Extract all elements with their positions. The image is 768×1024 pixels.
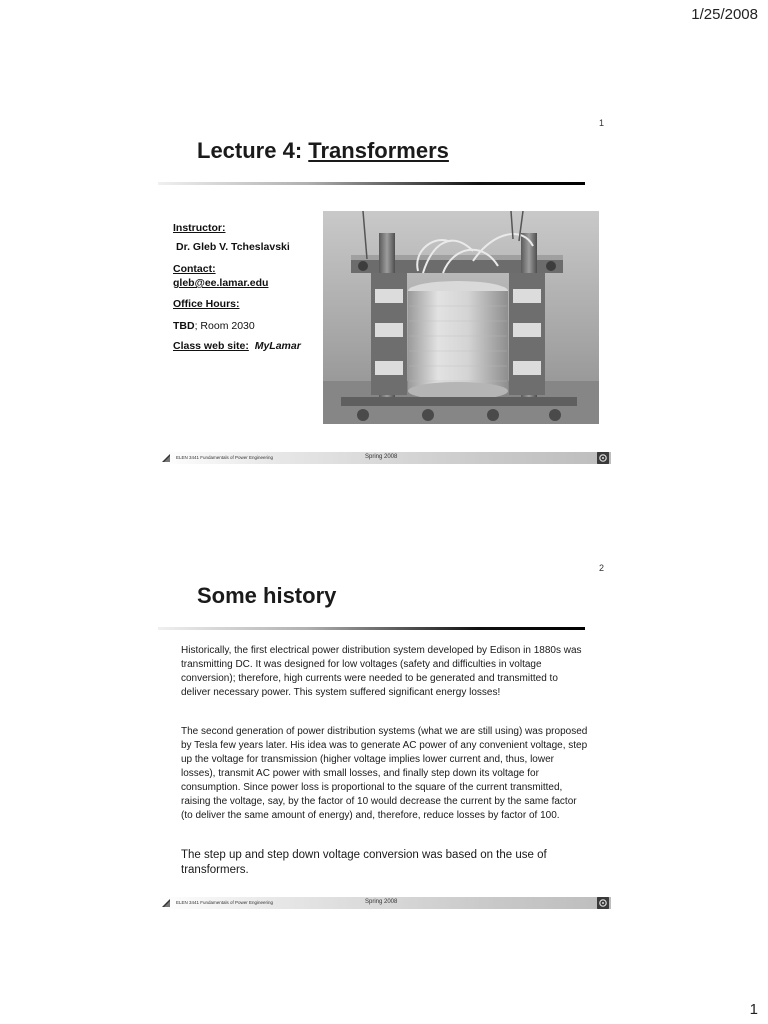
slide-1-title-rule [158, 182, 585, 185]
footer-term: Spring 2008 [365, 454, 398, 460]
university-logo-icon [161, 898, 171, 908]
page-date: 1/25/2008 [691, 6, 758, 23]
university-logo-icon [161, 453, 171, 463]
slide-2-title-rule [158, 627, 585, 630]
footer-course: ELEN 3441 Fundamentals of Power Engineering [176, 455, 274, 460]
slide-1-title-prefix: Lecture 4: [197, 138, 309, 163]
gear-logo-icon [597, 452, 609, 464]
slide-1-footer [158, 452, 611, 464]
transformer-photo [323, 211, 599, 424]
class-website: Class web site: MyLamar [173, 340, 301, 352]
history-paragraph-1: Historically, the first electrical power distribution system developed by Edison in 1880s was transmitting DC. It was designed for low voltages (safety and difficulties in voltage conversion); therefore, high currents were needed to be generated and transmitted to deliver necessary power. This system suffered significant energy losses! [181, 645, 582, 698]
slide-2-footer [158, 897, 611, 909]
footer-course: ELEN 3441 Fundamentals of Power Engineering [176, 900, 274, 905]
history-paragraph-3: The step up and step down voltage conversion was based on the use of transformers. [181, 849, 547, 876]
instructor-name: Dr. Gleb V. Tcheslavski [176, 241, 290, 253]
contact-label: Contact: [173, 263, 216, 275]
footer-term: Spring 2008 [365, 899, 398, 905]
page-number: 1 [749, 1001, 758, 1018]
history-paragraph-2: The second generation of power distribution systems (what we are still using) was proposed by Tesla few years later. His idea was to generate AC power of any convenient voltage, step up the voltage for transmission (higher voltage implies lower current and, thus, lower losses), transmit AC power with small losses, and finally step down its voltage for consumption. Since power loss is proportional to the square of the current transmitted, raising the voltage, say, by the factor of 10 would decrease the current by the same factor (to deliver the same amount of energy) and, therefore, reduce losses by factor of 100. [181, 726, 588, 821]
class-website-value[interactable]: MyLamar [254, 340, 301, 352]
office-hours-value: TBD; Room 2030 [173, 320, 255, 332]
instructor-label: Instructor: [173, 222, 226, 234]
slide-1-number: 1 [599, 118, 605, 128]
slide-2-number: 2 [599, 563, 605, 573]
slide-1-title [197, 138, 449, 164]
contact-email[interactable]: gleb@ee.lamar.edu [173, 277, 269, 289]
gear-logo-icon [597, 897, 609, 909]
slide-1-title-link: Transformers [308, 138, 449, 163]
slide-2-title: Some history [197, 583, 337, 608]
office-hours-label: Office Hours: [173, 298, 240, 310]
